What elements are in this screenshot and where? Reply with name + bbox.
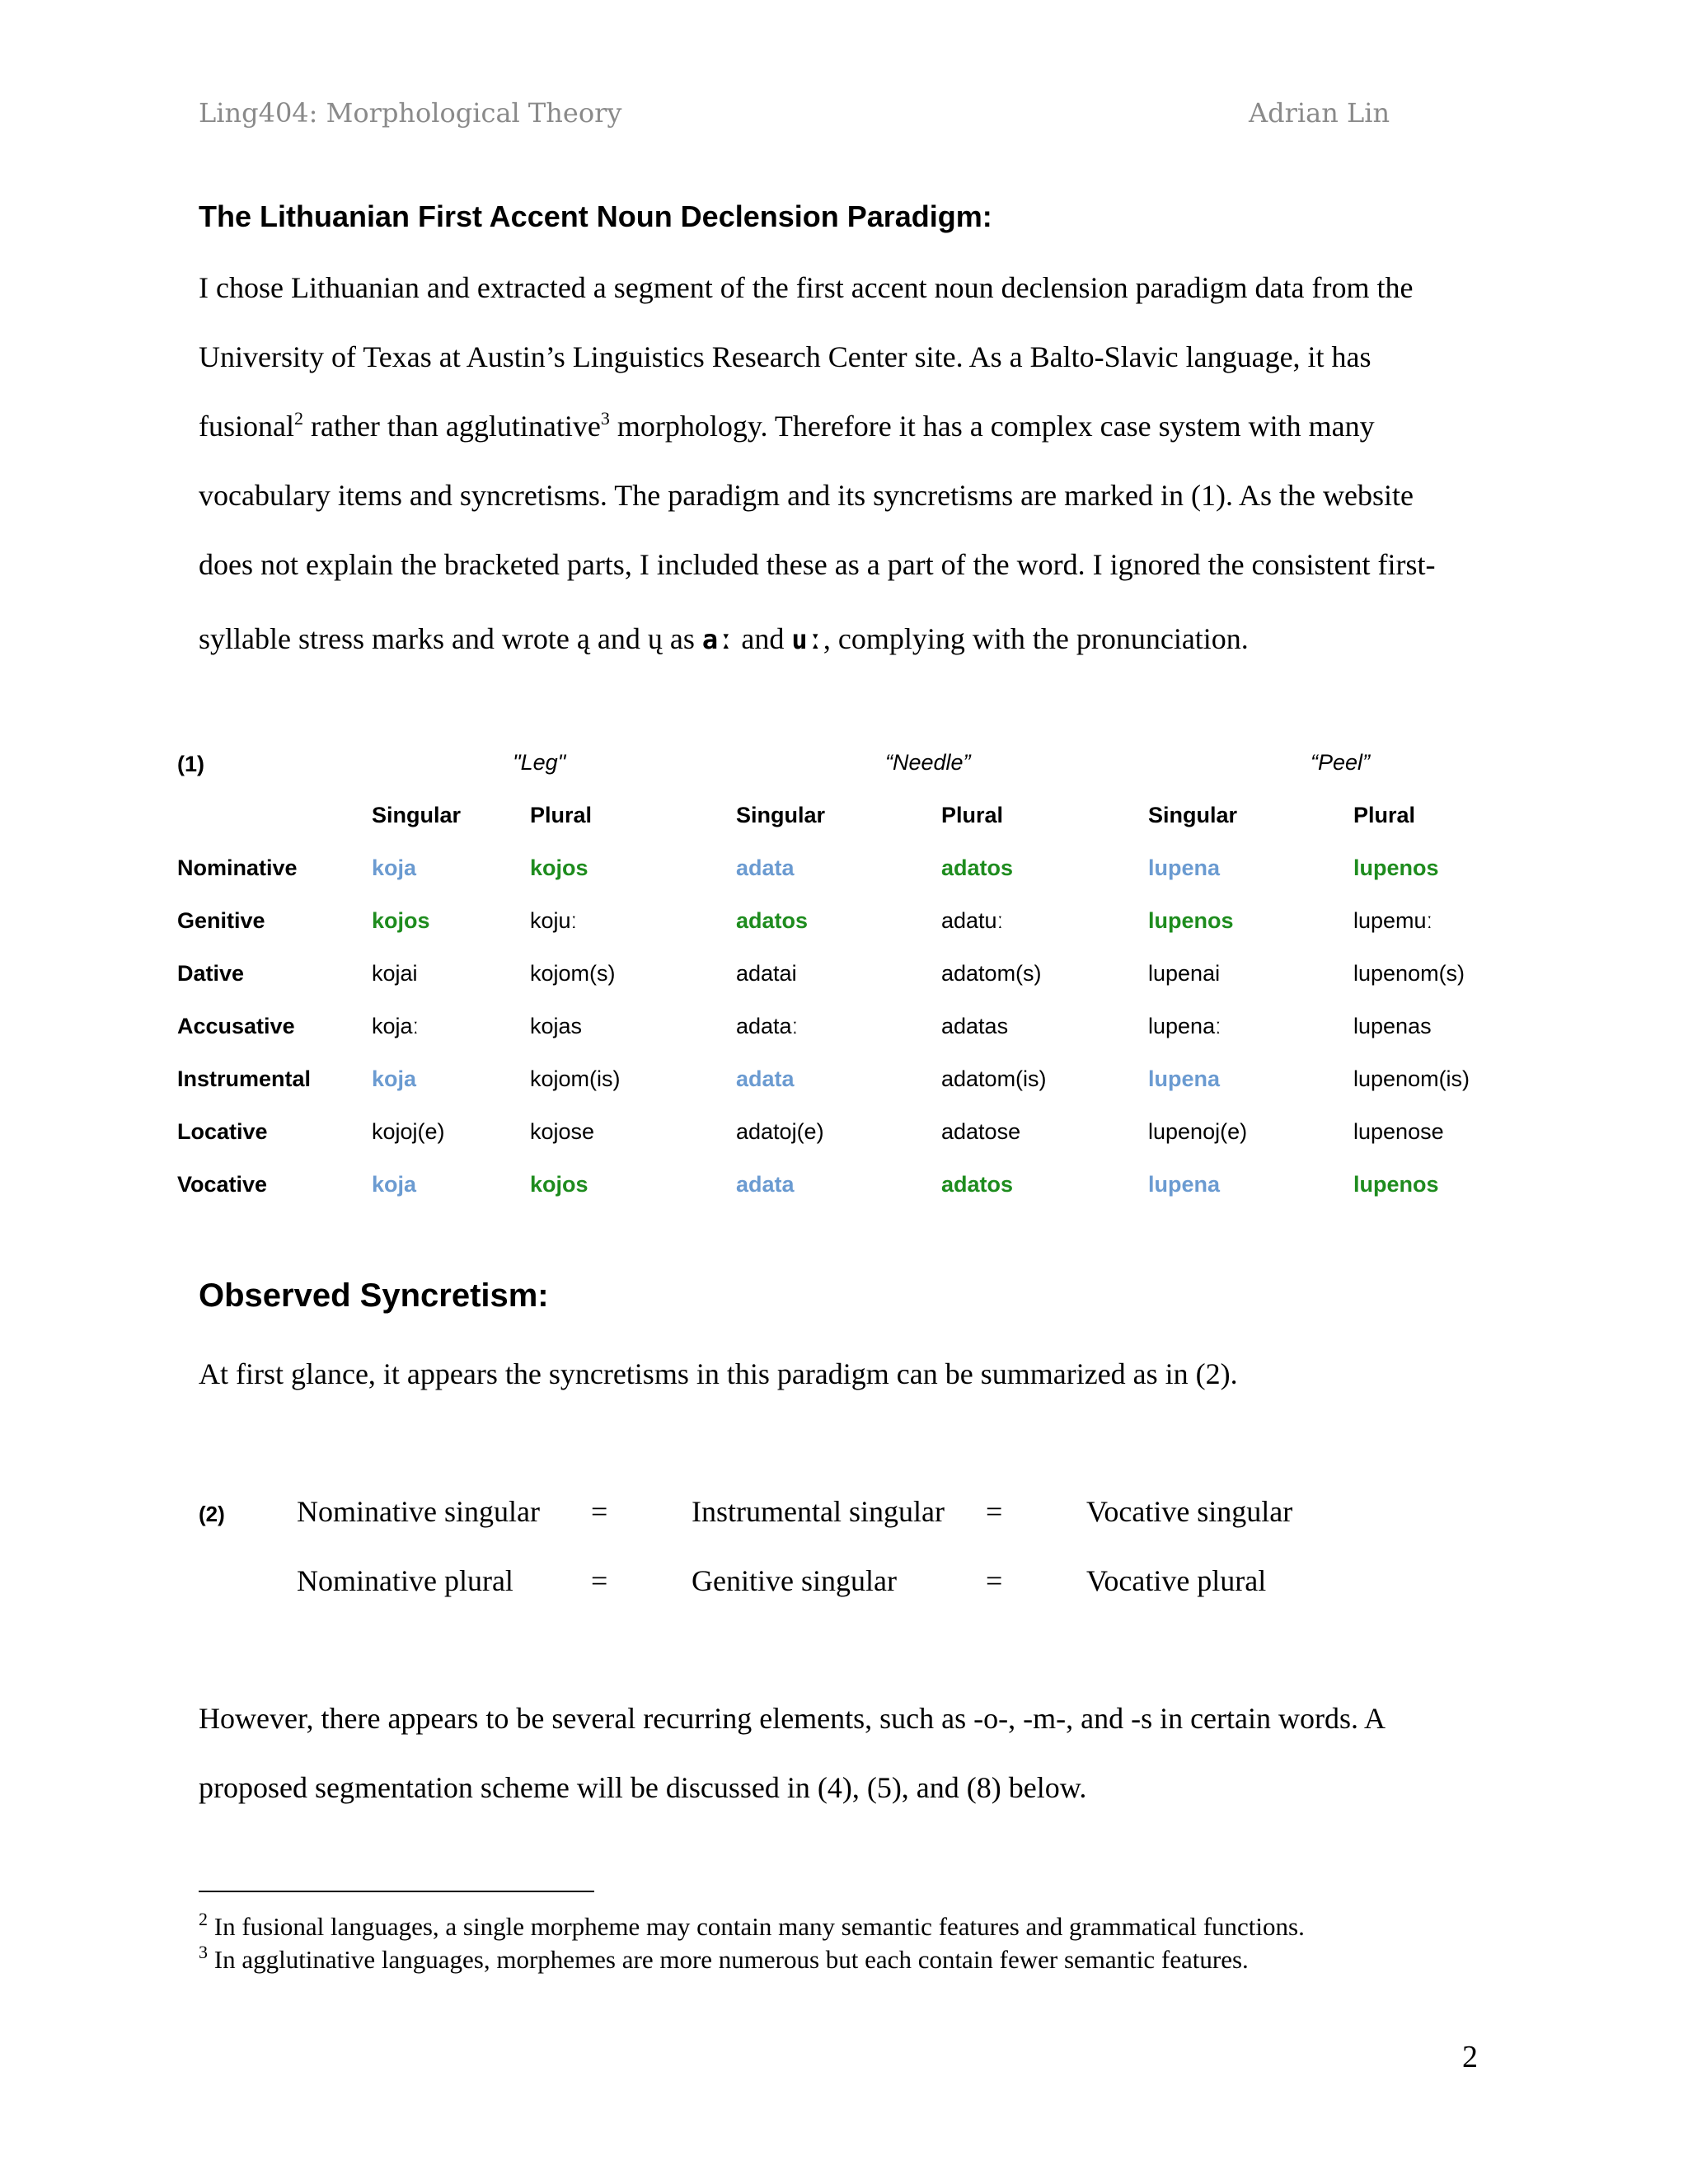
header-author: Adrian Lin [1249,97,1390,129]
paragraph-line: proposed segmentation scheme will be discussed in (4), (5), and (8) below. [199,1771,1087,1804]
table-cell: adata [736,1066,795,1091]
text-run: u [791,624,808,655]
paragraph-line: vocabulary items and syncretisms. The paradigm and its syncretisms are marked in (1). As the website [199,479,1414,512]
paragraph-line: does not explain the bracketed parts, I included these as a part of the word. I ignored the consistent first- [199,548,1436,581]
column-header: Plural [530,803,593,827]
text-run: morphology. Therefore it has a complex case system with many [609,410,1375,443]
table-cell: lupenos [1353,855,1439,880]
table-cell: lupenas [1353,1014,1432,1038]
equals-sign: = [986,1495,1003,1528]
table-cell: kojose [530,1119,595,1144]
length-mark: ː [718,624,734,655]
footnote-ref: 2 [293,408,303,429]
section-heading-syncretism: Observed Syncretism: [199,1277,549,1314]
column-header: Plural [941,803,1004,827]
table-cell: adata [736,855,795,880]
table-cell: koja [372,1066,417,1091]
equals-sign: = [986,1564,1003,1597]
length-mark: ː [807,624,823,655]
table-cell: lupenos [1353,1172,1439,1197]
footnote-text: In fusional languages, a single morpheme may contain many semantic features and grammatical functions. [208,1912,1305,1941]
syncretism-term: Vocative singular [1086,1495,1293,1528]
table-cell: lupenaː [1148,1014,1221,1038]
table-cell: adataː [736,1014,799,1038]
text-run: and [734,622,792,655]
table-cell: lupenoj(e) [1148,1119,1248,1144]
table-cell: kojom(s) [530,961,616,986]
syncretism-term: Instrumental singular [692,1495,945,1528]
paragraph-line [199,409,1375,443]
row-header-nominative: Nominative [177,855,298,880]
table-cell: lupenai [1148,961,1221,986]
gloss-peel: “Peel” [1311,750,1371,775]
paragraph-line: University of Texas at Austin’s Linguistics Research Center site. As a Balto-Slavic language, it has [199,340,1372,373]
paragraph-line [199,621,1249,656]
table-cell: adatos [736,908,809,933]
table-cell: kojoj(e) [372,1119,445,1144]
section-heading-paradigm: The Lithuanian First Accent Noun Declension Paradigm: [199,199,992,233]
syncretism-term: Genitive singular [692,1564,897,1597]
text-run: a [701,624,719,655]
table-cell: kojas [530,1014,583,1038]
table-cell: lupena [1148,855,1221,880]
footnote-2 [199,1909,1305,1942]
table-cell: koja [372,1172,417,1197]
text-run: fusional [199,410,294,443]
syncretism-term: Nominative plural [297,1564,513,1597]
row-header-instrumental: Instrumental [177,1066,312,1091]
table-cell: kojom(is) [530,1066,621,1091]
footnote-mark: 2 [199,1909,208,1929]
page-number: 2 [1462,2040,1478,2074]
text-run: syllable stress marks and wrote ą and ų as [199,622,702,655]
row-header-vocative: Vocative [177,1172,268,1197]
table-cell: adatai [736,961,797,986]
footnote-mark: 3 [199,1942,208,1962]
gloss-needle: “Needle” [885,750,971,775]
equals-sign: = [591,1564,608,1597]
paragraph-line: However, there appears to be several recurring elements, such as -o-, -m-, and -s in certain words. A [199,1702,1386,1735]
syncretism-term: Vocative plural [1086,1564,1267,1597]
column-header: Singular [1148,803,1238,827]
row-header-locative: Locative [177,1119,268,1144]
footnote-3 [199,1942,1249,1975]
column-header: Plural [1353,803,1416,827]
table-cell: adatoj(e) [736,1119,824,1144]
table-cell: kojos [530,855,588,880]
example-number: (1) [177,752,204,776]
table-cell: lupenom(is) [1353,1066,1470,1091]
footnote-ref: 3 [600,408,610,429]
table-cell: adatuː [941,908,1004,933]
table-cell: adatos [941,855,1014,880]
paragraph-line: I chose Lithuanian and extracted a segment of the first accent noun declension paradigm data from the [199,271,1414,304]
header-course-title: Ling404: Morphological Theory [199,97,622,129]
equals-sign: = [591,1495,608,1528]
table-cell: lupenom(s) [1353,961,1465,986]
footnote-separator [199,1891,594,1892]
text-run: , complying with the pronunciation. [823,622,1249,655]
table-cell: lupena [1148,1066,1221,1091]
table-cell: kojai [372,961,418,986]
table-cell: lupena [1148,1172,1221,1197]
table-cell: adatom(s) [941,961,1042,986]
example-number: (2) [199,1502,225,1526]
row-header-genitive: Genitive [177,908,265,933]
table-cell: lupenose [1353,1119,1444,1144]
syncretism-term: Nominative singular [297,1495,540,1528]
row-header-accusative: Accusative [177,1014,295,1038]
table-cell: adatom(is) [941,1066,1047,1091]
gloss-leg: "Leg" [513,750,566,775]
table-cell: kojuː [530,908,578,933]
table-cell: kojaː [372,1014,420,1038]
table-cell: kojos [372,908,430,933]
footnote-text: In agglutinative languages, morphemes are more numerous but each contain fewer semantic features. [208,1945,1249,1974]
text-run: rather than agglutinative [302,410,601,443]
table-cell: adatas [941,1014,1009,1038]
table-cell: adata [736,1172,795,1197]
table-cell: koja [372,855,417,880]
paragraph-syncretism-intro: At first glance, it appears the syncretisms in this paradigm can be summarized as in (2). [199,1357,1238,1390]
column-header: Singular [736,803,826,827]
table-cell: adatose [941,1119,1021,1144]
table-cell: adatos [941,1172,1014,1197]
table-cell: lupenos [1148,908,1234,933]
row-header-dative: Dative [177,961,245,986]
column-header: Singular [372,803,462,827]
table-cell: kojos [530,1172,588,1197]
table-cell: lupemuː [1353,908,1433,933]
